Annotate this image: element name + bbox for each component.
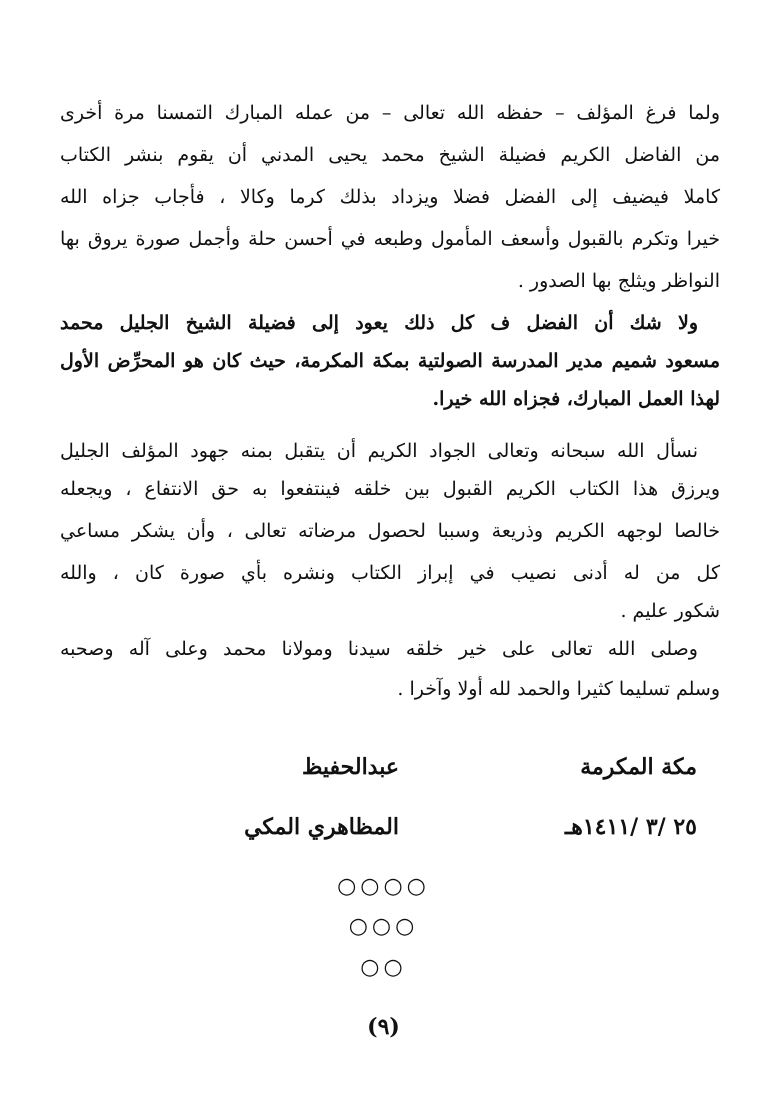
text-line: وصلى الله تعالى على خير خلقه سيدنا ومولانا محمد وعلى آله وصحبه — [60, 638, 698, 660]
signature-name-first: عبدالحفيظ — [302, 754, 399, 780]
text-line: مسعود شميم مدير المدرسة الصولتية بمكة المكرمة، حيث كان هو المحرِّض الأول — [60, 350, 720, 372]
text-line: من الفاضل الكريم فضيلة الشيخ محمد يحيى المدني أن يقوم بنشر الكتاب — [60, 144, 720, 166]
text-line: شكور عليم . — [620, 600, 720, 622]
signature-date: ٢٥ /٣ /١٤١١هـ — [564, 814, 697, 840]
ornament-circles-row: ○○○ — [348, 914, 419, 939]
text-line: ولا شك أن الفضل ف كل ذلك يعود إلى فضيلة الشيخ الجليل محمد — [60, 312, 698, 334]
text-line: خالصا لوجهه الكريم وذريعة وسببا لحصول مرضاته تعالى ، وأن يشكر مساعي — [60, 520, 720, 542]
text-line: نسأل الله سبحانه وتعالى الجواد الكريم أن يتقبل بمنه جهود المؤلف الجليل — [60, 440, 698, 462]
text-line: كاملا فيضيف إلى الفضل فضلا ويزداد بذلك كرما وكالا ، فأجاب جزاه الله — [60, 186, 720, 208]
signature-name-second: المظاهري المكي — [244, 814, 399, 840]
ornament-circles-row: ○○ — [360, 955, 407, 980]
text-line: النواظر ويثلج بها الصدور . — [517, 270, 720, 292]
text-line: لهذا العمل المبارك، فجزاه الله خيرا. — [432, 388, 720, 410]
ornament-circles-row: ○○○○ — [337, 874, 430, 899]
text-line: ولما فرغ المؤلف – حفظه الله تعالى – من عمله المبارك التمسنا مرة أخرى — [60, 102, 720, 124]
text-line: وسلم تسليما كثيرا والحمد لله أولا وآخرا . — [397, 678, 720, 700]
text-line: كل من له أدنى نصيب في إبراز الكتاب ونشره بأي صورة كان ، والله — [60, 562, 720, 584]
text-line: خيرا وتكرم بالقبول وأسعف المأمول وطبعه في أحسن حلة وأجمل صورة يروق بها — [60, 228, 720, 250]
text-line: ويرزق هذا الكتاب الكريم القبول بين خلقه فينتفعوا به حق الانتفاع ، ويجعله — [60, 478, 720, 500]
signature-place: مكة المكرمة — [580, 754, 697, 780]
page-number: (٩) — [367, 1014, 400, 1040]
